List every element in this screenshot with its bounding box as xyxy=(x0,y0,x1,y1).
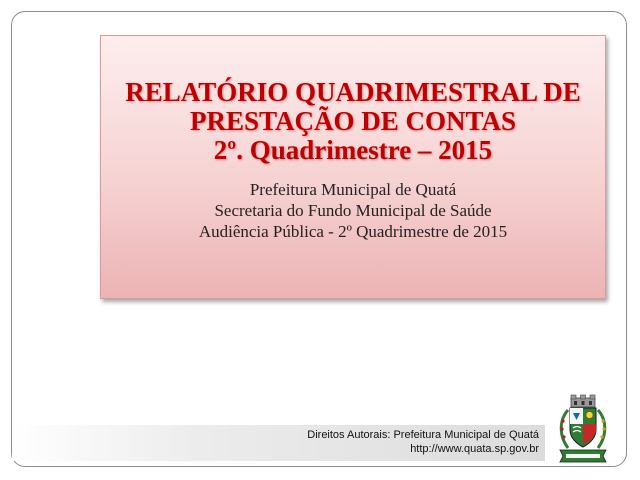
subtitle-line-1: Prefeitura Municipal de Quatá xyxy=(249,180,457,199)
footer-url: http://www.quata.sp.gov.br xyxy=(410,443,539,455)
subtitle-line-2: Secretaria do Fundo Municipal de Saúde xyxy=(214,201,492,220)
title-line-2: PRESTAÇÃO DE CONTAS xyxy=(189,106,517,136)
title-line-3: 2º. Quadrimestre – 2015 xyxy=(213,135,493,165)
footer-copyright: Direitos Autorais: Prefeitura Municipal de Quatá xyxy=(307,429,539,441)
municipal-coat-of-arms-icon xyxy=(556,394,610,466)
footer-bar xyxy=(12,425,545,461)
slide-subtitle xyxy=(101,179,605,242)
subtitle-line-3: Audiência Pública - 2º Quadrimestre de 2015 xyxy=(198,222,508,241)
slide-title xyxy=(101,78,605,165)
title-line-1: RELATÓRIO QUADRIMESTRAL DE xyxy=(125,77,581,107)
footer-text xyxy=(307,428,539,456)
title-box xyxy=(100,35,606,299)
